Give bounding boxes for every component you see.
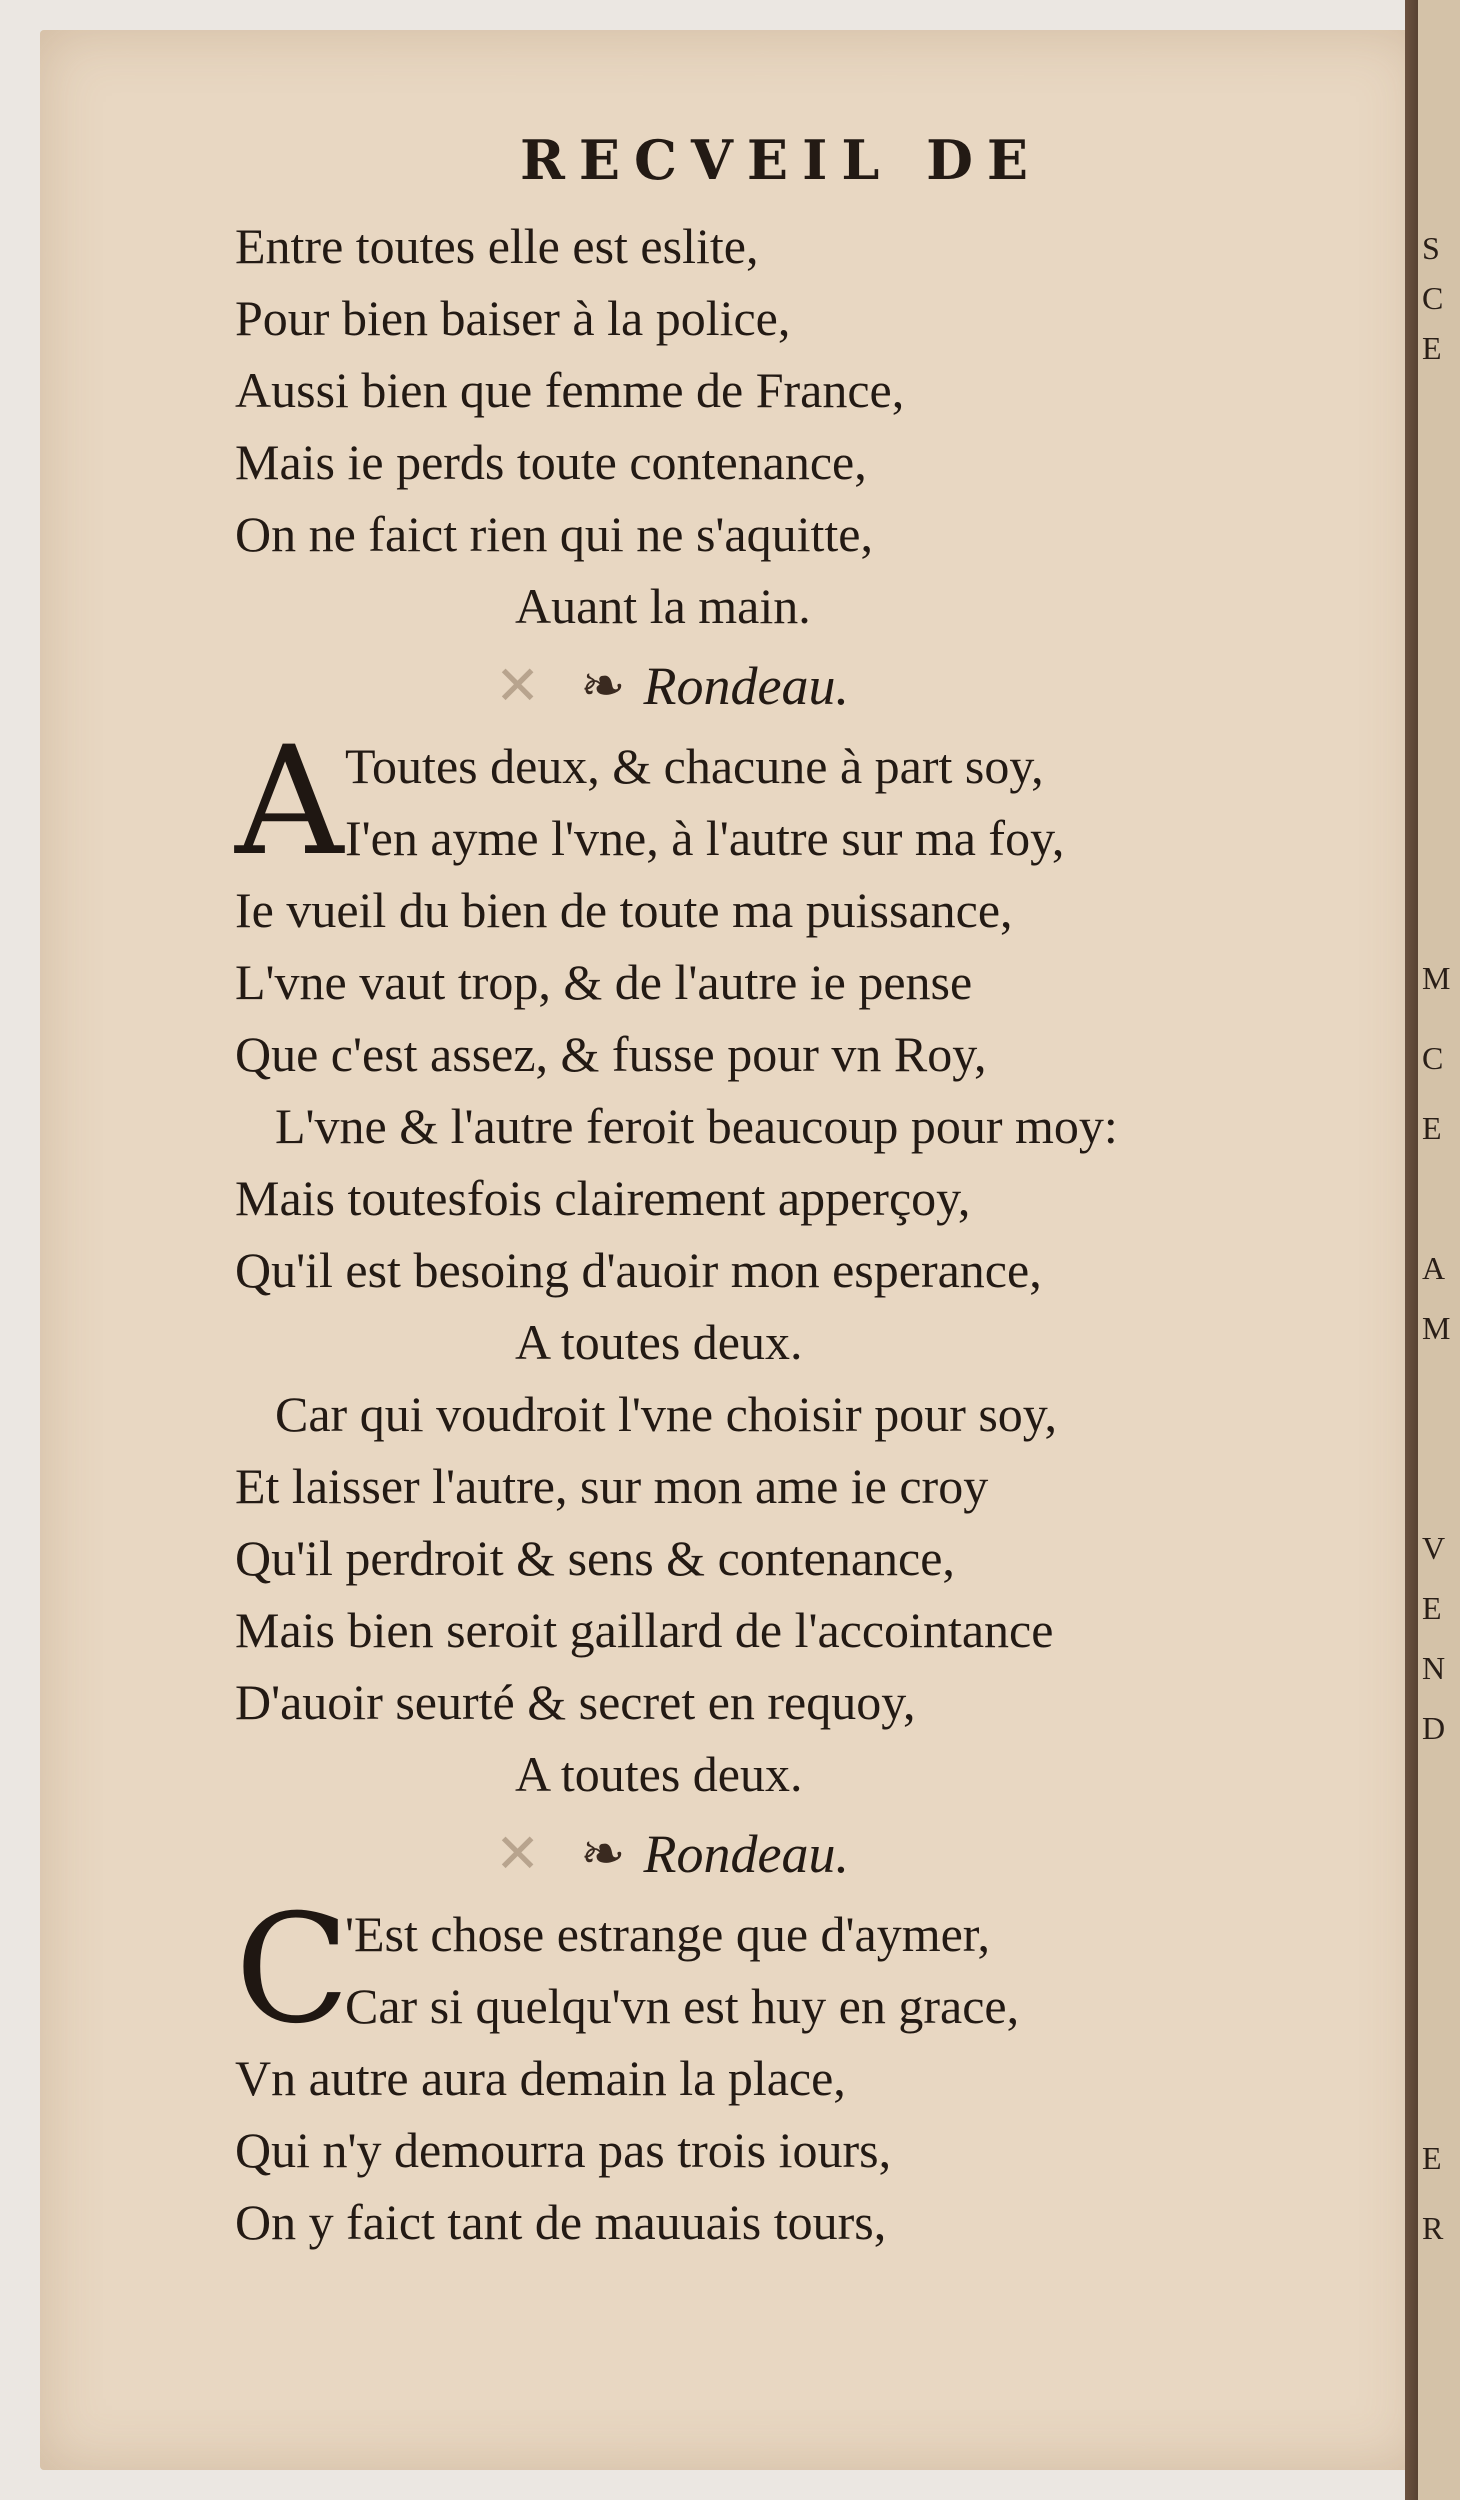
heading-text: Rondeau. (643, 656, 849, 716)
rondeau-1 (235, 715, 1385, 1810)
verse-line: On ne faict rien qui ne s'aquitte, (235, 506, 873, 562)
verse-line: Car qui voudroit l'vne choisir pour soy, (275, 1386, 1058, 1442)
refrain-line: Auant la main. (515, 578, 811, 634)
verse-line: Qu'il est besoing d'auoir mon esperance, (235, 1242, 1042, 1298)
page-text (235, 120, 1385, 2258)
verse-line: Ie vueil du bien de toute ma puissance, (235, 882, 1013, 938)
verse-line: 'Est chose estrange que d'aymer, (345, 1906, 990, 1962)
refrain-line: A toutes deux. (515, 1314, 803, 1370)
verse-line: Qui n'y demourra pas trois iours, (235, 2122, 892, 2178)
rondeau-heading (235, 1810, 1385, 1898)
facing-page-letter: C (1422, 280, 1444, 316)
fleuron-icon: ❧ (580, 1824, 626, 1884)
verse-line: Qu'il perdroit & sens & contenance, (235, 1530, 955, 1586)
verse-line: Entre toutes elle est eslite, (235, 218, 759, 274)
book-page (40, 30, 1422, 2470)
drop-cap: A (235, 715, 344, 889)
verse-line: Vn autre aura demain la place, (235, 2050, 846, 2106)
verse-line: Pour bien baiser à la police, (235, 290, 791, 346)
facing-page-letter: E (1422, 330, 1442, 366)
facing-page-letter: C (1422, 1040, 1444, 1076)
verse-line: I'en ayme l'vne, à l'autre sur ma foy, (345, 810, 1065, 866)
verse-line: Aussi bien que femme de France, (235, 362, 905, 418)
cross-mark-icon: ✕ (495, 656, 541, 716)
verse-line: Toutes deux, & chacune à part soy, (345, 738, 1044, 794)
facing-page-letter: E (1422, 1110, 1442, 1146)
fleuron-icon: ❧ (580, 656, 626, 716)
verse-line: On y faict tant de mauuais tours, (235, 2194, 887, 2250)
verse-line: L'vne vaut trop, & de l'autre ie pense (235, 954, 973, 1010)
facing-page-letter: M (1422, 1310, 1451, 1346)
poem-top (235, 210, 1385, 642)
verse-line: D'auoir seurté & secret en requoy, (235, 1674, 916, 1730)
facing-page-letter: R (1422, 2210, 1444, 2246)
verse-line: Que c'est assez, & fusse pour vn Roy, (235, 1026, 987, 1082)
verse-line: L'vne & l'autre feroit beaucoup pour moy: (275, 1098, 1118, 1154)
rondeau-heading (235, 642, 1385, 730)
drop-cap: C (235, 1883, 350, 2057)
rondeau-2 (235, 1883, 1385, 2258)
cross-mark-icon: ✕ (495, 1824, 541, 1884)
running-head: RECVEIL DE (520, 128, 1043, 192)
verse-line: Mais toutesfois clairement apperçoy, (235, 1170, 971, 1226)
refrain-line: A toutes deux. (515, 1746, 803, 1802)
verse-line: Car si quelqu'vn est huy en grace, (345, 1978, 1020, 2034)
verse-line: Et laisser l'autre, sur mon ame ie croy (235, 1458, 989, 1514)
facing-page-letter: E (1422, 2140, 1442, 2176)
verse-line: Mais bien seroit gaillard de l'accointance (235, 1602, 1054, 1658)
facing-page-letter: N (1422, 1650, 1446, 1686)
stanza-opening (235, 1883, 1385, 2057)
verse-line: Mais ie perds toute contenance, (235, 434, 867, 490)
facing-page-letter: V (1422, 1530, 1446, 1566)
facing-page-letter: S (1422, 230, 1440, 266)
facing-page-edge (1418, 0, 1460, 2500)
facing-page-letter: D (1422, 1710, 1446, 1746)
facing-page-letter: M (1422, 960, 1451, 996)
facing-page-letter: A (1422, 1250, 1446, 1286)
facing-page-letter: E (1422, 1590, 1442, 1626)
stanza-opening (235, 715, 1385, 889)
heading-text: Rondeau. (643, 1824, 849, 1884)
